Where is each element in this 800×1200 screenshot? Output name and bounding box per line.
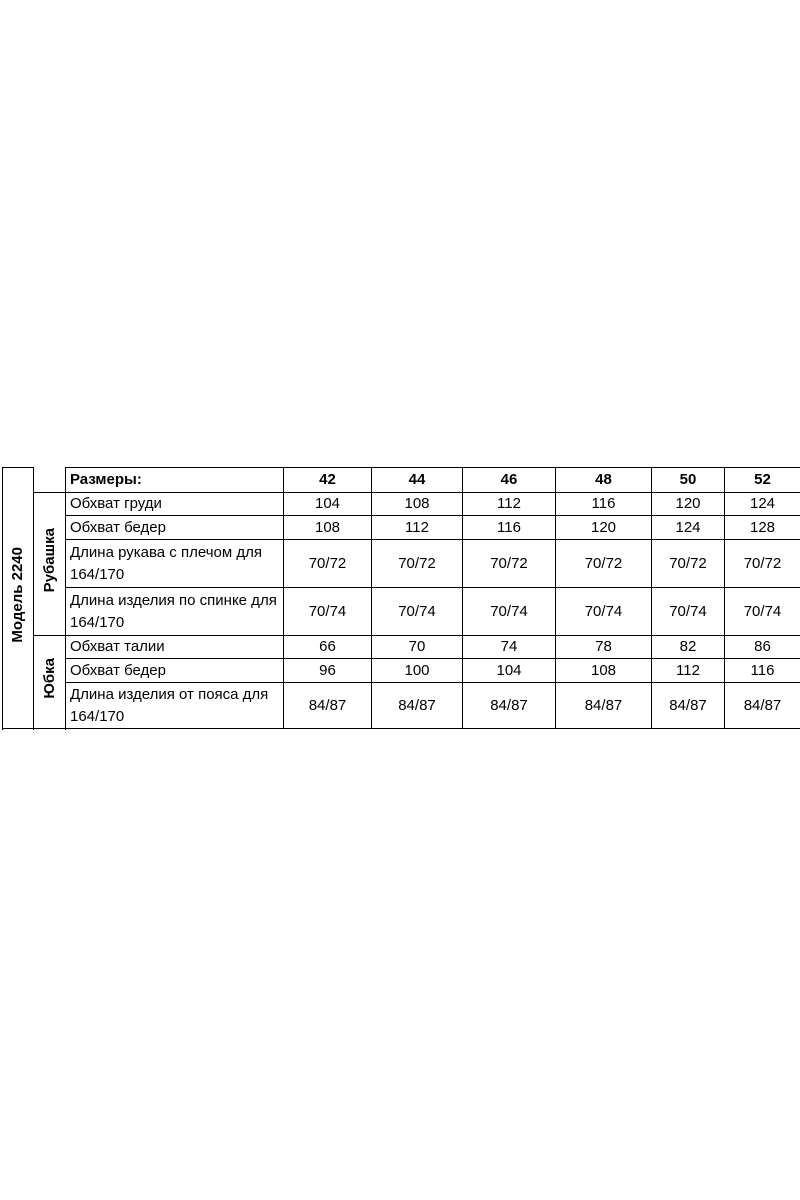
size-header-42: 42 — [284, 468, 372, 493]
row-label: Обхват бедер — [66, 659, 284, 683]
row-value: 70/72 — [284, 540, 372, 588]
row-value: 104 — [284, 493, 372, 516]
header-blank-cell — [34, 468, 66, 493]
table-row — [3, 540, 800, 588]
row-value: 112 — [463, 493, 556, 516]
row-value: 70/74 — [463, 588, 556, 636]
row-value: 70/74 — [372, 588, 463, 636]
row-value: 108 — [284, 516, 372, 540]
sizes-header-label: Размеры: — [66, 468, 284, 493]
row-value: 84/87 — [556, 683, 652, 729]
group-cell-skirt — [34, 636, 66, 729]
row-value: 112 — [652, 659, 725, 683]
row-value: 124 — [725, 493, 800, 516]
model-label: Модель 2240 — [9, 546, 26, 643]
row-value: 108 — [372, 493, 463, 516]
row-value: 66 — [284, 636, 372, 659]
row-value: 70/72 — [725, 540, 800, 588]
row-value: 108 — [556, 659, 652, 683]
row-value: 116 — [463, 516, 556, 540]
size-header-50: 50 — [652, 468, 725, 493]
size-header-46: 46 — [463, 468, 556, 493]
row-label: Обхват груди — [66, 493, 284, 516]
table-row — [3, 659, 800, 683]
row-label: Длина рукава с плечом для 164/170 — [66, 540, 284, 588]
row-value: 84/87 — [372, 683, 463, 729]
header-row — [3, 468, 800, 493]
row-value: 128 — [725, 516, 800, 540]
group-label-shirt: Рубашка — [40, 528, 58, 593]
row-value: 84/87 — [725, 683, 800, 729]
row-value: 84/87 — [463, 683, 556, 729]
row-value: 70/72 — [463, 540, 556, 588]
row-value: 100 — [372, 659, 463, 683]
table-row — [3, 493, 800, 516]
row-value: 120 — [652, 493, 725, 516]
row-value: 78 — [556, 636, 652, 659]
row-value: 96 — [284, 659, 372, 683]
row-value: 84/87 — [284, 683, 372, 729]
row-value: 124 — [652, 516, 725, 540]
row-value: 70/74 — [284, 588, 372, 636]
group-label-skirt: Юбка — [40, 658, 58, 699]
row-label: Обхват бедер — [66, 516, 284, 540]
row-value: 70/74 — [725, 588, 800, 636]
size-header-52: 52 — [725, 468, 800, 493]
row-label: Длина изделия от пояса для 164/170 — [66, 683, 284, 729]
row-value: 70/72 — [556, 540, 652, 588]
row-label: Длина изделия по спинке для 164/170 — [66, 588, 284, 636]
row-value: 70/74 — [652, 588, 725, 636]
row-value: 70 — [372, 636, 463, 659]
row-value: 104 — [463, 659, 556, 683]
row-value: 116 — [556, 493, 652, 516]
table-row — [3, 588, 800, 636]
size-header-44: 44 — [372, 468, 463, 493]
size-chart-table — [2, 467, 800, 729]
size-header-48: 48 — [556, 468, 652, 493]
row-value: 112 — [372, 516, 463, 540]
row-value: 84/87 — [652, 683, 725, 729]
row-value: 82 — [652, 636, 725, 659]
table-row — [3, 683, 800, 729]
table-row — [3, 636, 800, 659]
group-cell-shirt — [34, 493, 66, 636]
row-value: 116 — [725, 659, 800, 683]
model-cell — [3, 468, 34, 729]
row-value: 86 — [725, 636, 800, 659]
row-label: Обхват талии — [66, 636, 284, 659]
row-value: 70/72 — [652, 540, 725, 588]
row-value: 70/74 — [556, 588, 652, 636]
row-value: 70/72 — [372, 540, 463, 588]
row-value: 120 — [556, 516, 652, 540]
table-row — [3, 516, 800, 540]
row-value: 74 — [463, 636, 556, 659]
